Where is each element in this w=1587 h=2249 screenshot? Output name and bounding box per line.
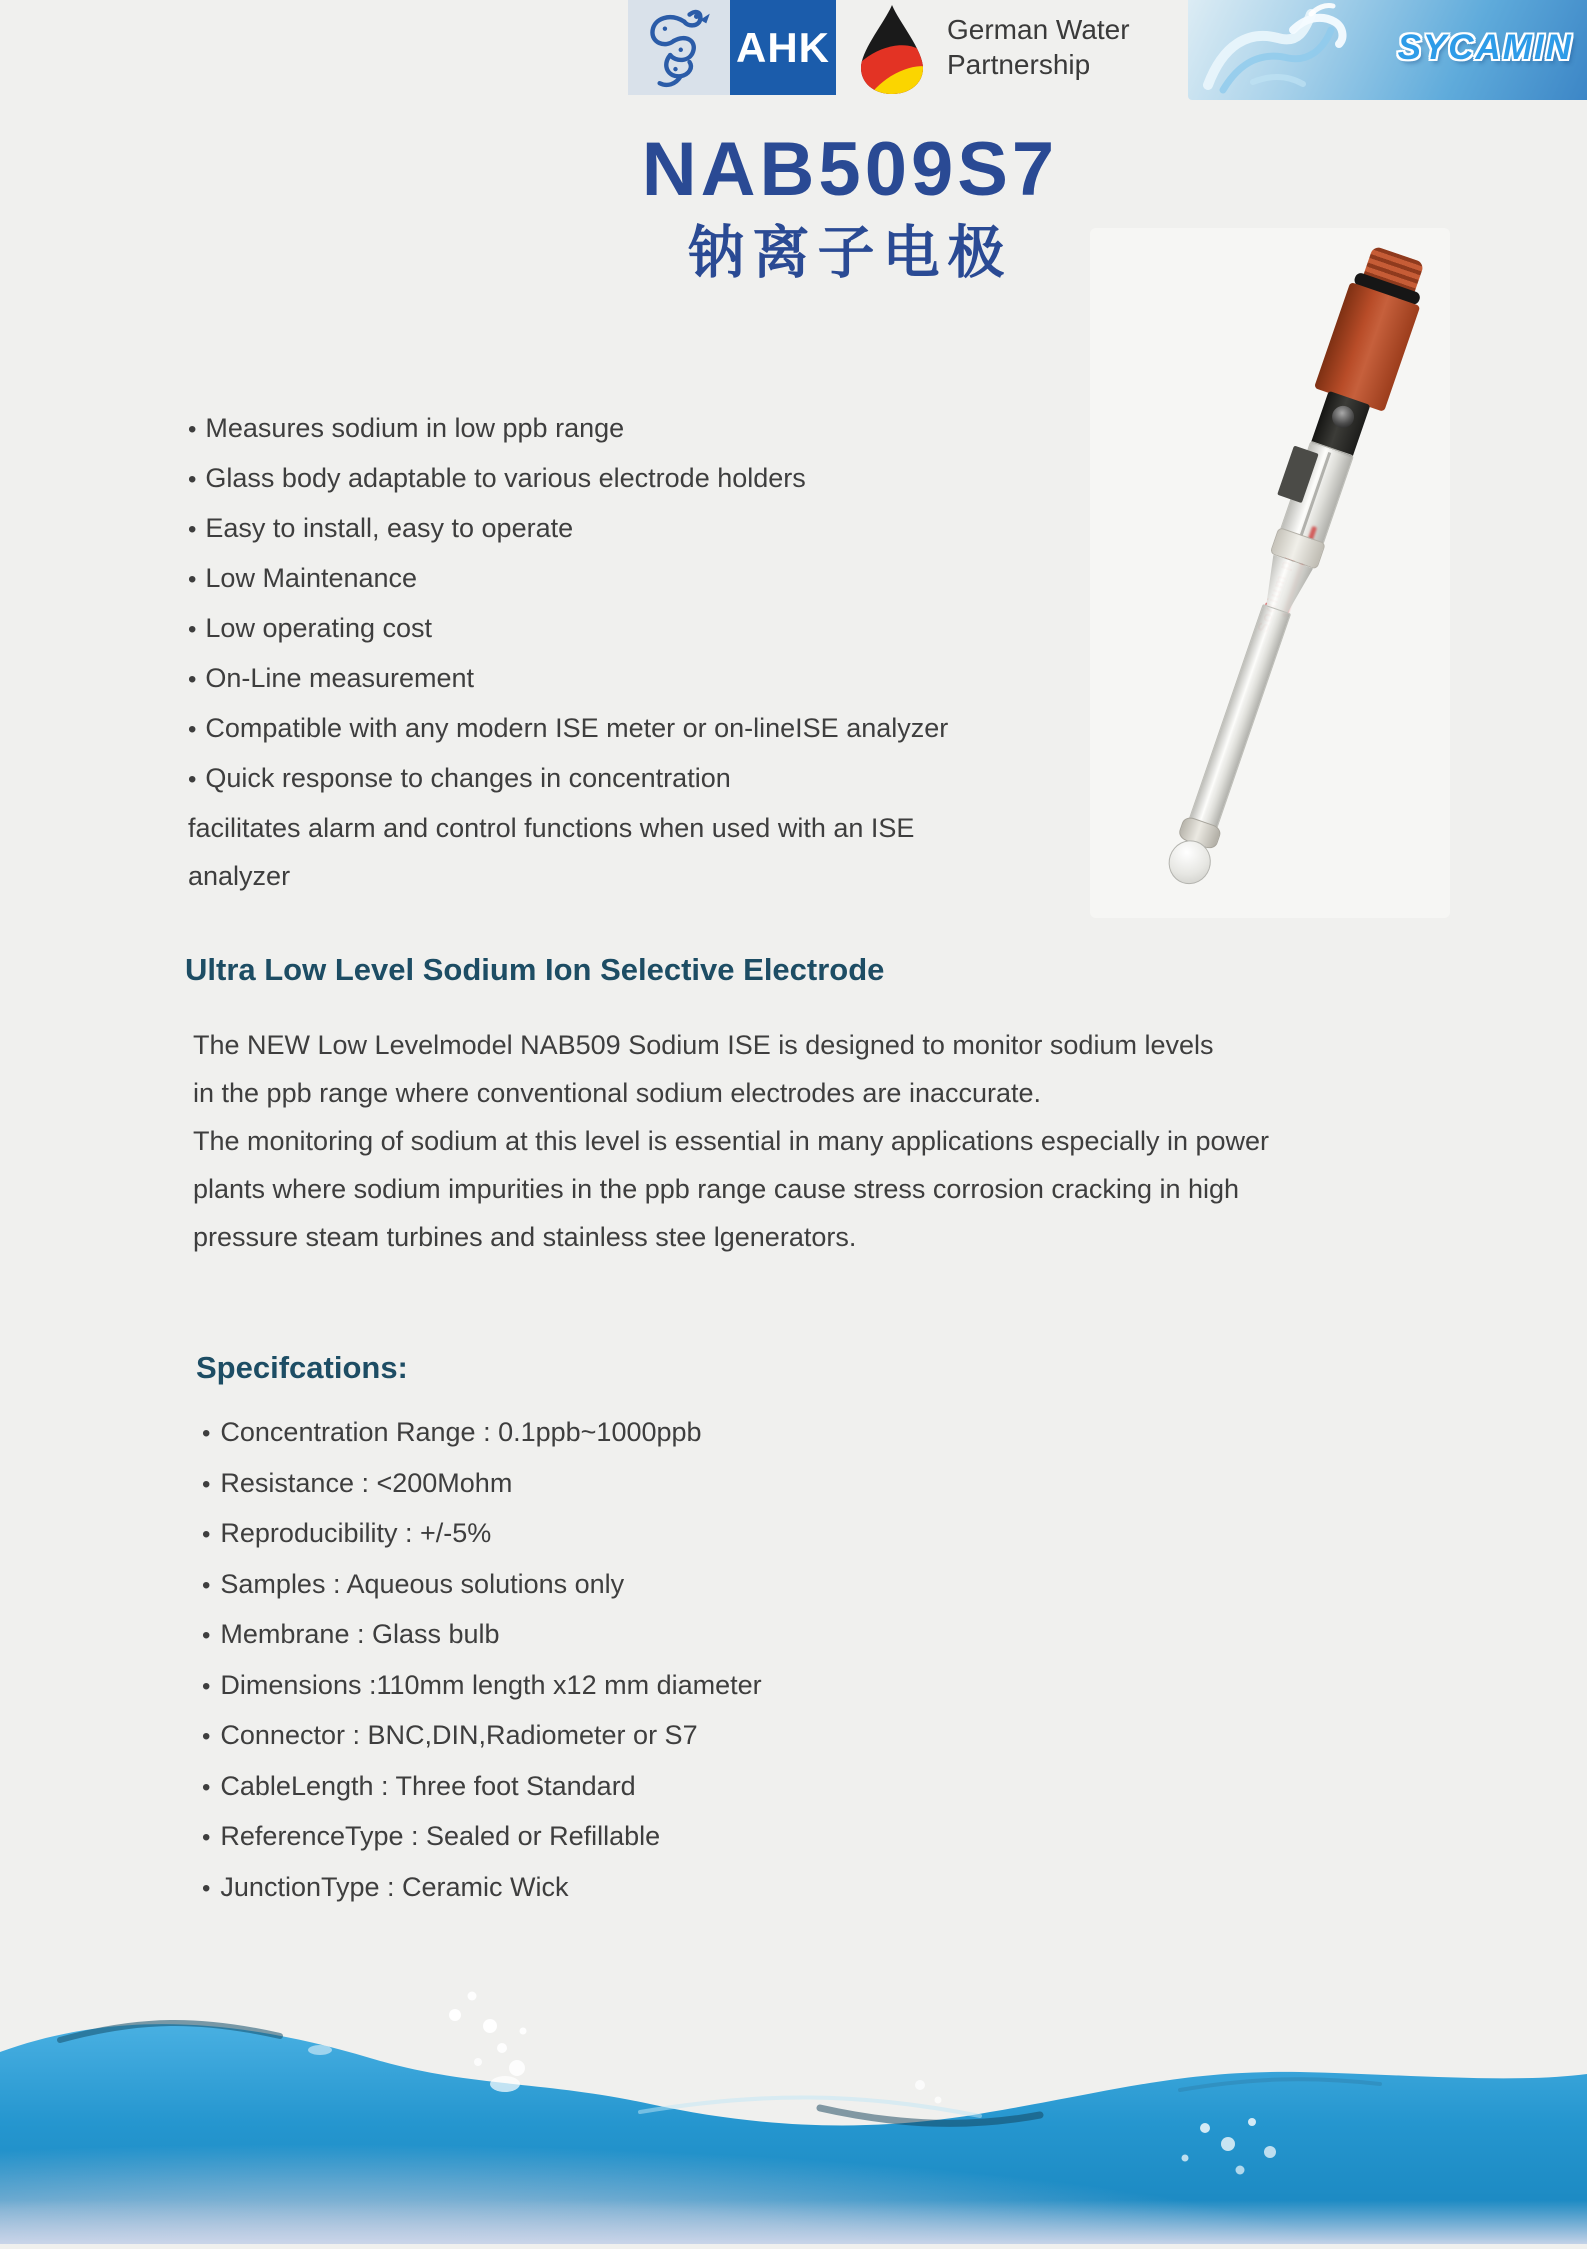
spec-text: Samples : Aqueous solutions only: [220, 1568, 625, 1599]
german-flag-waterdrop-icon: [856, 2, 928, 96]
paragraph-line: The NEW Low Levelmodel NAB509 Sodium ISE is designed to monitor sodium levels: [193, 1030, 1214, 1060]
section-heading-description: Ultra Low Level Sodium Ion Selective Electrode: [185, 952, 885, 987]
bullet-glyph: •: [188, 666, 197, 693]
feature-text: Measures sodium in low ppb range: [205, 413, 625, 443]
list-item-continuation: facilitates alarm and control functions when used with an ISE: [188, 813, 915, 843]
feature-text: Quick response to changes in concentration: [205, 763, 731, 793]
paragraph-line: pressure steam turbines and stainless stee lgenerators.: [193, 1222, 857, 1252]
spec-item: [202, 1560, 1102, 1611]
section-heading-specifications: Specifcations:: [196, 1350, 408, 1385]
bullet-glyph: •: [188, 516, 197, 543]
spec-item: [202, 1408, 1102, 1459]
spec-text: JunctionType : Ceramic Wick: [220, 1871, 569, 1902]
water-wave-footer-image: [0, 1900, 1587, 2244]
spec-text: Resistance : <200Mohm: [220, 1467, 513, 1498]
spec-text: Membrane : Glass bulb: [220, 1619, 500, 1649]
bullet-glyph: •: [202, 1672, 211, 1700]
list-item: [188, 454, 1108, 504]
bullet-glyph: •: [202, 1470, 211, 1498]
feature-text: Low Maintenance: [205, 563, 418, 593]
electrode-glass-stem: [1189, 604, 1292, 829]
feature-text: Easy to install, easy to operate: [205, 513, 574, 543]
list-item: [188, 404, 1108, 454]
feature-list: [188, 404, 1108, 900]
bullet-glyph: •: [202, 1723, 211, 1750]
bullet-glyph: •: [188, 416, 197, 443]
paragraph-line: plants where sodium impurities in the ppb range cause stress corrosion cracking in high: [193, 1174, 1240, 1204]
list-item: [188, 704, 1108, 754]
bullet-glyph: •: [188, 566, 197, 593]
bullet-glyph: •: [188, 716, 197, 743]
spec-text: Concentration Range : 0.1ppb~1000ppb: [220, 1417, 702, 1447]
water-horse-icon: [1188, 0, 1418, 100]
feature-text: Compatible with any modern ISE meter or on-lineISE analyzer: [205, 713, 949, 743]
spec-text: Dimensions :110mm length x12 mm diameter: [220, 1669, 762, 1700]
page-subtitle-chinese: 钠离子电极: [687, 221, 1013, 285]
gwp-line2: Partnership: [947, 49, 1091, 80]
feature-text: Low operating cost: [205, 613, 433, 643]
spec-item: [202, 1762, 1102, 1813]
german-water-partnership-wordmark: [947, 12, 1130, 82]
ahk-label: AHK: [736, 23, 830, 71]
bullet-glyph: •: [202, 1521, 211, 1548]
bullet-glyph: •: [202, 1571, 211, 1599]
spec-item: [202, 1610, 1102, 1661]
spec-item: [202, 1711, 1102, 1762]
list-item: [188, 604, 1108, 654]
gwp-line1: German Water: [947, 14, 1130, 45]
list-item: [188, 504, 1108, 554]
electrode-product-photo: [1090, 228, 1450, 918]
bullet-glyph: •: [202, 1824, 211, 1851]
bullet-glyph: •: [188, 766, 197, 793]
bullet-glyph: •: [202, 1420, 211, 1447]
list-item: [188, 754, 1108, 804]
ahk-wordmark: [730, 0, 836, 95]
list-item-continuation: analyzer: [188, 861, 291, 891]
bullet-glyph: •: [188, 466, 197, 493]
electrode-contact-hole: [1329, 403, 1357, 431]
spec-item: [202, 1459, 1102, 1510]
spec-text: Reproducibility : +/-5%: [220, 1518, 492, 1548]
list-item: [188, 554, 1108, 604]
spec-item: [202, 1661, 1102, 1712]
sodium-electrode-probe: [1124, 235, 1456, 908]
spec-text: ReferenceType : Sealed or Refillable: [220, 1821, 661, 1851]
ahk-logo: [628, 0, 836, 95]
spec-item: [202, 1812, 1102, 1863]
description-paragraph: [193, 1021, 1353, 1261]
sycamin-wordmark: SYCAMIN: [1397, 28, 1573, 67]
bullet-glyph: •: [202, 1874, 211, 1902]
specifications-list: [202, 1408, 1102, 1913]
spec-text: CableLength : Three foot Standard: [220, 1770, 636, 1801]
list-item: [188, 654, 1108, 704]
spec-text: Connector : BNC,DIN,Radiometer or S7: [220, 1720, 698, 1750]
bullet-glyph: •: [202, 1773, 211, 1801]
sycamin-banner: [1188, 0, 1587, 100]
bullet-glyph: •: [188, 616, 197, 643]
paragraph-line: The monitoring of sodium at this level is essential in many applications especially in power: [193, 1126, 1270, 1156]
spec-item: [202, 1509, 1102, 1560]
paragraph-line: in the ppb range where conventional sodium electrodes are inaccurate.: [193, 1078, 1042, 1108]
page-title: NAB509S7: [641, 127, 1059, 212]
bullet-glyph: •: [202, 1622, 211, 1649]
feature-text: On-Line measurement: [205, 663, 475, 693]
ahk-dragon-icon: [628, 0, 730, 95]
feature-text: Glass body adaptable to various electrode holders: [205, 463, 806, 493]
